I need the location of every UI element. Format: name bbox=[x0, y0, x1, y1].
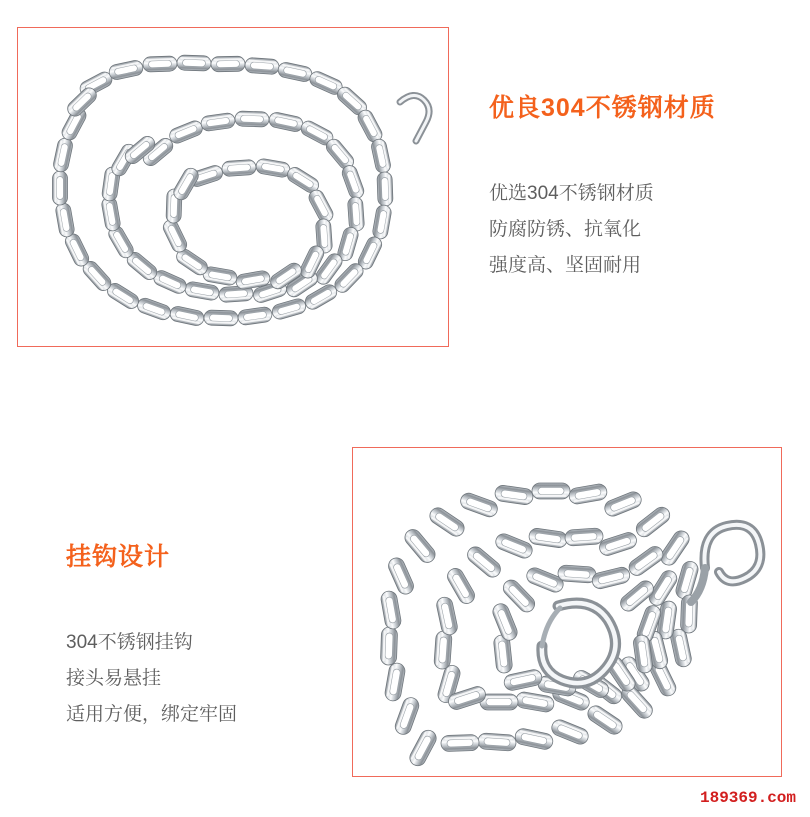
chain-open-end bbox=[400, 95, 429, 141]
chain-illustration-one bbox=[18, 28, 448, 346]
material-body-line-2: 防腐防锈、抗氧化 bbox=[489, 219, 642, 240]
material-body-line-3: 强度高、坚固耐用 bbox=[489, 255, 642, 276]
hook-body bbox=[66, 625, 346, 733]
hook-heading: 挂钩设计 bbox=[66, 543, 171, 571]
material-body bbox=[489, 176, 789, 284]
chain-illustration-two bbox=[353, 448, 781, 776]
material-body-line-1: 优选304不锈钢材质 bbox=[489, 183, 654, 204]
site-watermark: 189369.com bbox=[699, 789, 796, 807]
material-text-block bbox=[489, 88, 789, 284]
hook-body-line-3: 适用方便，绑定牢固 bbox=[66, 704, 238, 725]
s-hook-icon bbox=[691, 525, 760, 602]
section-material bbox=[0, 0, 810, 400]
chain-with-snap-hook-photo bbox=[352, 447, 782, 777]
hook-text-block bbox=[66, 537, 346, 733]
material-heading: 优良304不锈钢材质 bbox=[489, 94, 716, 122]
stainless-steel-chain-coiled-photo bbox=[17, 27, 449, 347]
hook-body-line-1: 304不锈钢挂钩 bbox=[66, 632, 193, 653]
hook-body-line-2: 接头易悬挂 bbox=[66, 668, 162, 689]
